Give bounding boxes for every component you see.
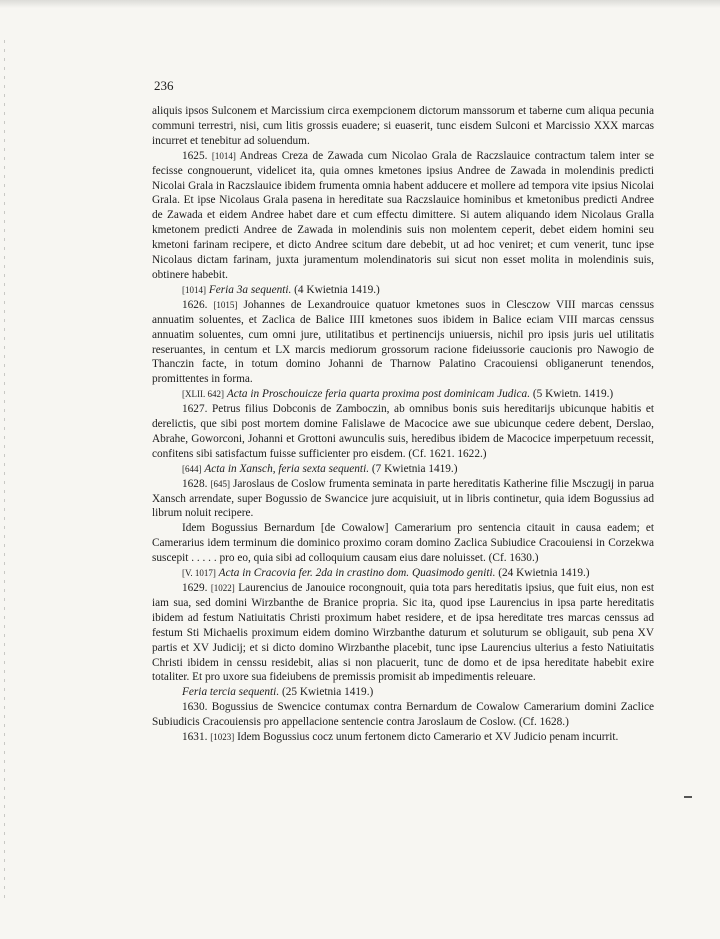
date-heading [152,685,654,700]
source-note: [1022] [210,583,235,593]
paragraph-1629 [152,581,654,685]
date-heading [152,566,654,581]
page-number: 236 [154,78,174,93]
heading-italic: Feria tercia sequenti. [182,686,280,699]
date-heading [152,283,654,298]
entry-number: 1630. [182,701,208,714]
source-note: [645] [210,478,230,489]
heading-italic: Acta in Proschouicze feria quarta proxima post dominicam Judica. [226,388,531,401]
heading-date: (4 Kwietnia 1419.) [294,283,380,296]
paragraph-1628 [152,477,654,522]
entry-number: 1629. [182,582,208,594]
paragraph-text: Andreas Creza de Zawada cum Nicolao Grala de Raczslauice contractum talem inter se fecisse congnouerunt, videlicet ita, quia omnes kmetones ipsius Andree de Zawada in molendinis predicti Nicolai Grala in Raczslauice ibidem frumenta omnia habent adducere et mollere ad tempora vite ipsius Nicolai Grala. Et ipse Nicolaus Grala pasena in hereditate sua Raczslauice hominibus et kmetonibus predicti Andree de Zawada et eidem Andree habet dare et cum effectu dimittere. Si autem aliquando idem Nicolaus Gralla kmetonem predicti Andree de Zawada in molendinis suis non molentem ceperit, debet eidem homini seu kmetoni farinam recipere, et dicto Andree scitum dare debebit, ut ad hoc veniret; et cum venerit, tunc ipse Nicolaus dictam farinam, juxta juramentum molendinatoris sui sicut non esset molita in molendinis suis, obtinere habebit. [152,149,654,281]
entry-number: 1625. [182,149,208,162]
source-note: [1014] [211,150,236,161]
paragraph-1625 [152,149,654,283]
heading-italic: Acta in Cracovia fer. 2da in crastino dom. Quasimodo geniti. [218,567,496,580]
date-heading [152,462,654,477]
heading-date: (5 Kwietn. 1419.) [532,388,614,401]
source-note: [XLII. 642] [182,389,224,400]
heading-italic: Feria 3a sequenti. [208,283,292,296]
entry-number: 1627. [182,403,208,416]
scan-edge-left [4,40,5,900]
paragraph [152,104,654,149]
paragraph-text: aliquis ipsos Sulconem et Marcissium circa exempcionem dictorum manssorum et taberne cum aliqua pecunia communi terrestri, nisi, cum litis grossis euadere; si euaserit, tunc eisdem Sulconi et Marcissio XXX marcas incurret et tenebitur ad soluendum. [152,105,654,147]
paragraph-text: Idem Bogussius cocz unum fertonem dicto Camerario et XV Judicio penam incurrit. [237,731,619,744]
heading-date: (7 Kwietnia 1419.) [371,462,458,475]
entry-number: 1626. [182,298,208,311]
paragraph-1626 [152,298,654,387]
paragraph-text: Petrus filius Dobconis de Zamboczin, ab omnibus bonis suis hereditarijs ubicunque habitis et derelictis, que sibi post mortem domine Falislawe de Macocice awe sue ubicunque cedere debent, Derslao, Abrahe, Goworconi, Johanni et Grottoni awunculis suis, heredibus ibidem de Macocice imperpetuum recessit, confitens sibi satisfactum fuisse sufficienter pro eisdem. (Cf. 1621. 1622.) [152,403,654,460]
source-note: [644] [182,463,202,474]
entry-number: 1631. [182,731,208,744]
scan-mark [684,796,692,798]
source-note: [1023] [210,732,235,743]
entry-number: 1628. [182,477,208,490]
source-note: [1015] [213,299,238,310]
scan-edge-top [0,0,720,8]
paragraph-1627 [152,402,654,462]
date-heading [152,387,654,402]
source-note: [1014] [182,284,206,295]
document-text [152,104,654,745]
heading-date: (25 Kwietnia 1419.) [281,686,374,699]
paragraph-text: Bogussius de Swencice contumax contra Bernardum de Cowalow Camerarium domini Zaclice Subiudicis Cracouiensis pro appellacione sentencie contra Jaroslaum de Coslow. (Cf. 1628.) [152,701,654,729]
heading-italic: Acta in Xansch, feria sexta sequenti. [204,462,370,475]
paragraph-text: Laurencius de Janouice rocongnouit, quia tota pars hereditatis ipsius, que fuit eius, non est iam sua, sed domini Wirzbanthe de Branice propria. Sic ita, quod ipse Laurencius in ipsa parte hereditatis ibidem ad festum Natiuitatis Christi proximum habet residere, et de ipsa hereditate tres marcas censsus ad festum Sti Michaelis proximum eidem domino Wirzbanthe daturum et soluturum se obligauit, sub pena XV partis et XV Judicij; et si dicto domino Wirzbanthe placebit, tunc ipse Laurencius ulterius a festo Natiuitatis Christi ibidem in censsu residebit, alias si non placuerit, tunc de domo et de ipsa hereditate habebit exire totaliter. Et pro uxore sua fideiubens de premissis promisit ab impedimentis releuare. [152,582,654,684]
paragraph [152,521,654,566]
heading-date: (24 Kwietnia 1419.) [498,567,590,580]
paragraph-text: Jaroslaus de Coslow frumenta seminata in parte hereditatis Katherine filie Msczugij in parua Xansch arrendate, super Bogussio de Swancice jure acquisiuit, ut in libris continetur, quia idem Bogussius ad librum noluit recipere. [152,477,655,520]
paragraph-1631 [152,730,654,745]
paragraph-text: Johannes de Lexandrouice quatuor kmetones suos in Clesczow VIII marcas censsus annuatim soluentes, et Zaclica de Balice IIII kmetones suos ibidem in Balice eciam VIII marcas censsus annuatim soluentes, cum omni jure, utilitatibus et pertinencijs uniuersis, nichil pro ipsis juris uel utilitatis reseruantes, in centum et LX marcis mediorum grossorum racione fideiussorie caucionis pro Nawogio de Thanczin facte, in totum domino Johanni de Tharnow Palatino Cracouiensi obliganerunt tenendos, promittentes in forma. [152,298,655,386]
paragraph-1630 [152,700,654,730]
paragraph-text: Idem Bogussius Bernardum [de Cowalow] Camerarium pro sentencia citauit in causa eadem; et Camerarius idem terminum die dominico proximo coram domino Zaclica Subiudice Cracouiensi in Corzekwa suscepit . . . . . pro eo, quia sibi ad colloquium causam eius dare noluisset. (Cf. 1630.) [152,522,654,565]
source-note: [V. 1017] [182,568,216,579]
